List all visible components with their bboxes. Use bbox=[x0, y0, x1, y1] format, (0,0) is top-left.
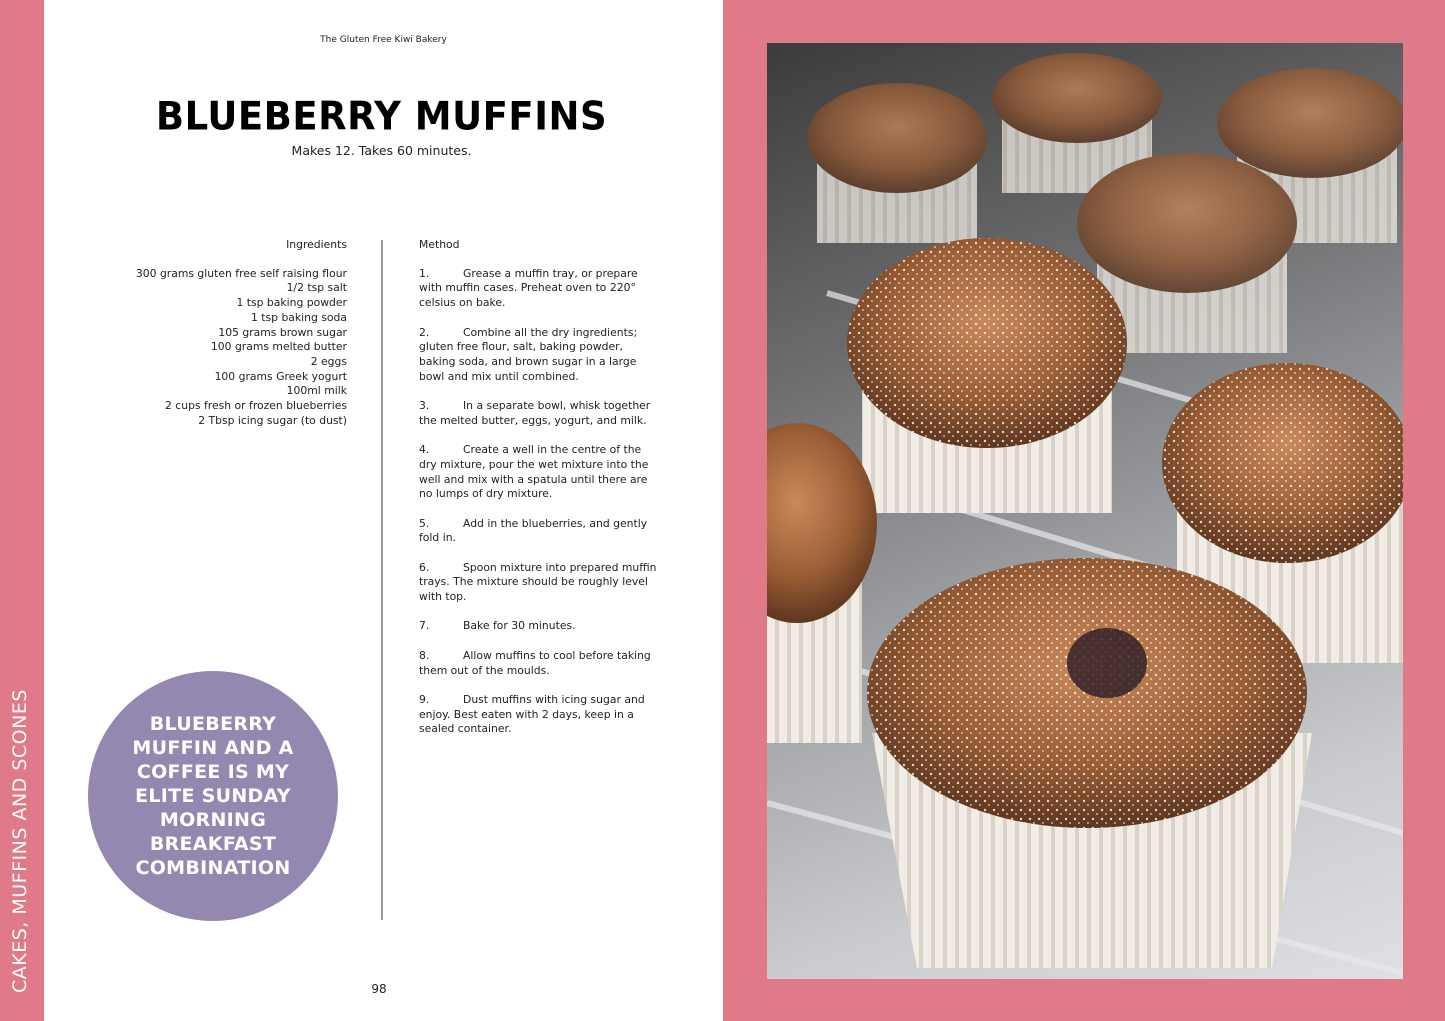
step-text: Spoon mixture into prepared muffin trays. The mixture should be roughly level with top. bbox=[419, 560, 657, 604]
step-text: Add in the blueberries, and gently fold in. bbox=[419, 516, 648, 545]
ingredient-item: 100ml milk bbox=[286, 384, 347, 398]
step-text: Bake for 30 minutes. bbox=[463, 619, 576, 633]
step-text: Create a well in the centre of the dry mixture, pour the wet mixture into the well and mix with a spatula until there are no lumps of dry mixture. bbox=[419, 443, 649, 501]
section-label: CAKES, MUFFINS AND SCONES bbox=[9, 689, 31, 993]
ingredient-list bbox=[127, 267, 347, 429]
recipe-title: BLUEBERRY MUFFINS bbox=[155, 93, 608, 140]
ingredient-item: 100 grams Greek yogurt bbox=[214, 369, 347, 383]
method-step bbox=[419, 326, 659, 385]
book-title: The Gluten Free Kiwi Bakery bbox=[320, 35, 447, 45]
method-step bbox=[419, 693, 659, 737]
ingredient-item: 1 tsp baking soda bbox=[251, 310, 347, 324]
step-text: In a separate bowl, whisk together the melted butter, eggs, yogurt, and milk. bbox=[419, 399, 651, 427]
ingredients-column bbox=[127, 238, 347, 428]
step-number: 7. bbox=[419, 619, 430, 633]
column-divider bbox=[381, 240, 383, 920]
step-number: 9. bbox=[419, 692, 430, 706]
method-step bbox=[419, 517, 659, 546]
muffins-photo bbox=[767, 43, 1403, 979]
method-column bbox=[419, 238, 659, 752]
photo-page bbox=[723, 0, 1445, 1021]
ingredients-heading: Ingredients bbox=[286, 238, 347, 251]
step-number: 1. bbox=[419, 266, 430, 280]
method-heading: Method bbox=[419, 238, 460, 251]
method-step bbox=[419, 399, 659, 428]
method-step bbox=[419, 561, 659, 605]
method-step bbox=[419, 649, 659, 678]
method-steps bbox=[419, 267, 659, 737]
method-step bbox=[419, 267, 659, 311]
step-number: 3. bbox=[419, 399, 430, 412]
step-text: Dust muffins with icing sugar and enjoy. Best eaten with 2 days, keep in a sealed container. bbox=[419, 692, 645, 736]
ingredient-item: 2 eggs bbox=[310, 354, 347, 368]
recipe-page bbox=[44, 0, 723, 1021]
ingredient-item: 100 grams melted butter bbox=[210, 340, 347, 354]
step-text: Combine all the dry ingredients; gluten free flour, salt, baking powder, baking soda, and brown sugar in a large bowl and mix until combined. bbox=[419, 325, 638, 383]
page-number: 98 bbox=[371, 982, 387, 996]
quote-circle bbox=[88, 671, 338, 921]
method-step bbox=[419, 619, 659, 634]
step-number: 2. bbox=[419, 325, 430, 339]
quote-text: BLUEBERRY MUFFIN AND A COFFEE IS MY ELITE SUNDAY MORNING BREAKFAST COMBINATION bbox=[132, 713, 294, 879]
step-number: 5. bbox=[419, 516, 430, 530]
ingredient-item: 1/2 tsp salt bbox=[286, 281, 347, 295]
step-text: Grease a muffin tray, or prepare with muffin cases. Preheat oven to 220° celsius on bake. bbox=[419, 266, 638, 310]
step-number: 4. bbox=[419, 443, 430, 457]
recipe-subtitle: Makes 12. Takes 60 minutes. bbox=[291, 143, 472, 158]
step-number: 6. bbox=[419, 560, 430, 574]
step-number: 8. bbox=[419, 648, 430, 662]
ingredient-item: 2 cups fresh or frozen blueberries bbox=[165, 399, 347, 413]
method-step bbox=[419, 443, 659, 502]
ingredient-item: 1 tsp baking powder bbox=[236, 296, 347, 310]
ingredient-item: 2 Tbsp icing sugar (to dust) bbox=[198, 413, 347, 427]
left-edge-strip bbox=[0, 0, 44, 1021]
ingredient-item: 300 grams gluten free self raising flour bbox=[135, 266, 347, 280]
ingredient-item: 105 grams brown sugar bbox=[218, 325, 347, 339]
step-text: Allow muffins to cool before taking them out of the moulds. bbox=[419, 648, 651, 677]
muffins-illustration bbox=[767, 43, 1403, 979]
